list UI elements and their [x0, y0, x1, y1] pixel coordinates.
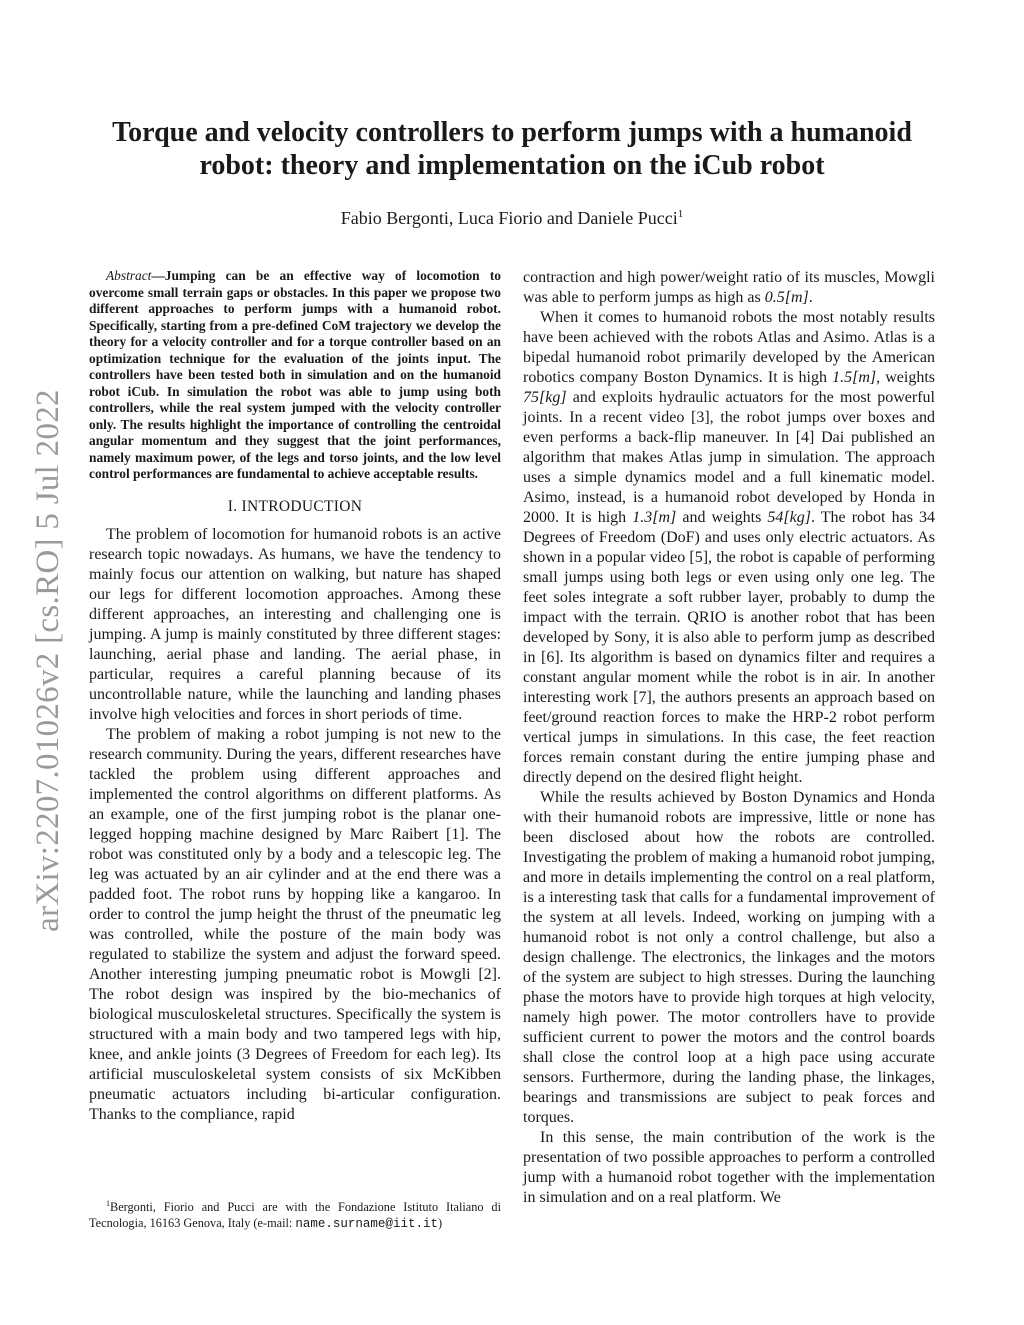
affiliation-footnote: [89, 1196, 501, 1232]
abstract-text: Jumping can be an effective way of locomotion to overcome small terrain gaps or obstacles. In this paper we propose two different approaches to perform jumps with a humanoid robot. Specifically, starting from a pre-defined CoM trajectory we develop the theory for a velocity controller and for a torque controller based on an optimization technique for the evaluation of the joints input. The controllers have been tested both in simulation and on the humanoid robot iCub. In simulation the robot was able to jump using both controllers, while the real system jumped with the velocity controller only. The results highlight the importance of controlling the centroidal angular momentum and they suggest that the joint performances, namely maximum power, of the legs and torso joints, and the low level control performances are fundamental to achieve acceptable results.: [89, 268, 501, 481]
abstract: [89, 268, 501, 483]
math-atlas-weight: 75[kg]: [523, 389, 567, 406]
section-heading-introduction: I. INTRODUCTION: [227, 497, 363, 515]
author-names: Fabio Bergonti, Luca Fiorio and Daniele Pucci: [340, 208, 678, 228]
footnote-close: ): [437, 1215, 443, 1230]
author-list: [100, 208, 924, 229]
right-paragraph-3: While the results achieved by Boston Dynamics and Honda with their humanoid robots are impressive, little or none has been disclosed about how the robots are controlled. Investigating the problem of making a humanoid robot jumping, and more in details implementing the control on a real platform, is a interesting task that calls for a fundamental improvement of the system at all levels. Indeed, working on jumping with a humanoid robot is not only a control challenge, but also a design challenge. The electronics, the linkages and the motors of the system are subject to high stresses. During the launching phase the motors have to provide high torques at high velocity, namely high power. The motor controllers have to provide sufficient current to power the motors and the control boards shall close the control loop at a high pace using accurate sensors. Furthermore, during the landing phase, the linkages, bearings and transmissions are subject to peak forces and torques.: [523, 789, 935, 1126]
text-run: .: [808, 289, 813, 306]
left-column: [89, 268, 501, 1125]
intro-paragraph-1: The problem of locomotion for humanoid robots is an active research topic nowadays. As humans, we have the tendency to mainly focus our attention on walking, but nature has shaped our legs for different locomotion approaches. Among these different approaches, an interesting and challenging one is jumping. A jump is mainly constituted by three different stages: launching, aerial phase and landing. The aerial phase, in particular, requires a careful planning because of its uncontrollable nature, while the launching and landing phases involve high velocities and forces in short periods of time.: [89, 525, 501, 723]
abstract-dash: —: [151, 268, 165, 283]
right-column: [523, 268, 935, 1208]
right-paragraph-1: [523, 268, 935, 308]
math-height-mowgli: 0.5[m]: [764, 289, 809, 306]
arxiv-identifier-text: arXiv:2207.01026v2 [cs.RO] 5 Jul 2022: [29, 388, 66, 932]
footnote-text: Bergonti, Fiorio and Pucci are with the Fondazione Istituto Italiano di Tecnologia, 16163 Genova, Italy (e-mail:: [89, 1200, 501, 1230]
author-footnote-mark: 1: [677, 208, 684, 220]
text-run: . The robot has 34 Degrees of Freedom (DoF) and uses only electric actuators. As shown in a popular video [5], the robot is capable of performing small jumps using both legs or even using only one leg. The feet soles integrate a soft rubber layer, probably to dump the impact with the terrain. QRIO is another robot that has been developed by Sony, it is also able to perform jump as described in [6]. Its algorithm is based on dynamics filter and requires a constant angular moment while the robot is in air. In another interesting work [7], the authors presents an approach based on feet/ground reaction forces to make the HRP-2 robot perform vertical jumps in simulations. In this case, the feet reaction forces remain constant during the entire jumping phase and directly depend on the desired flight height.: [523, 509, 936, 786]
footnote-email: name.surname@iit.it: [295, 1216, 438, 1231]
right-paragraph-2: [523, 308, 935, 788]
right-paragraph-4: In this sense, the main contribution of the work is the presentation of two possible approaches to perform a controlled jump with a humanoid robot together with the implementation in simulation and on a real platform. We: [523, 1129, 935, 1206]
paper-title: Torque and velocity controllers to perform jumps with a humanoid robot: theory and implementation on the iCub robot: [112, 117, 912, 181]
arxiv-identifier-stamp: [16, 380, 80, 940]
math-atlas-height: 1.5[m]: [832, 369, 877, 386]
text-run: , weights: [876, 369, 935, 386]
intro-paragraph-2: The problem of making a robot jumping is not new to the research community. During the years, different researches have tackled the problem using different approaches and implemented the control algorithms on different platforms. As an example, one of the first jumping robot is the planar one-legged hopping machine designed by Marc Raibert [1]. The robot was constituted only by a body and a telescopic leg. The leg was actuated by an air cylinder and at the end there was a padded foot. The robot runs by hopping like a kangaroo. In order to control the jump height the thrust of the pneumatic leg was controlled, while the posture of the main body was regulated to stabilize the system and adjust the forward speed. Another interesting jumping pneumatic robot is Mowgli [2]. The robot design was inspired by the bio-mechanics of biological musculoskeletal structures. Specifically the system is structured with a main body and two tampered legs with hip, knee, and ankle joints (3 Degrees of Freedom for each leg). Its artificial musculoskeletal system consists of six McKibben pneumatic actuators including bi-articular configuration. Thanks to the compliance, rapid: [89, 725, 501, 1123]
text-run: contraction and high power/weight ratio of its muscles, Mowgli was able to perform jumps as high as: [523, 269, 935, 306]
text-run: When it comes to humanoid robots the most notably results have been achieved with the robots Atlas and Asimo. Atlas is a bipedal humanoid robot primarily developed by the American robotics company Boston Dynamics. It is high: [523, 309, 935, 386]
text-run: and exploits hydraulic actuators for the most powerful joints. In a recent video [3], the robot jumps over boxes and even performs a back-flip maneuver. In [4] Dai published an algorithm that makes Atlas jump in simulation. The approach uses a simple dynamics model and a full kinematic model. Asimo, instead, is a humanoid robot developed by Honda in 2000. It is high: [523, 389, 935, 526]
abstract-label: Abstract: [106, 268, 152, 283]
footnote-mark: 1: [106, 1199, 110, 1208]
math-asimo-weight: 54[kg]: [767, 509, 811, 526]
math-asimo-height: 1.3[m]: [632, 509, 677, 526]
text-run: and weights: [676, 509, 768, 526]
